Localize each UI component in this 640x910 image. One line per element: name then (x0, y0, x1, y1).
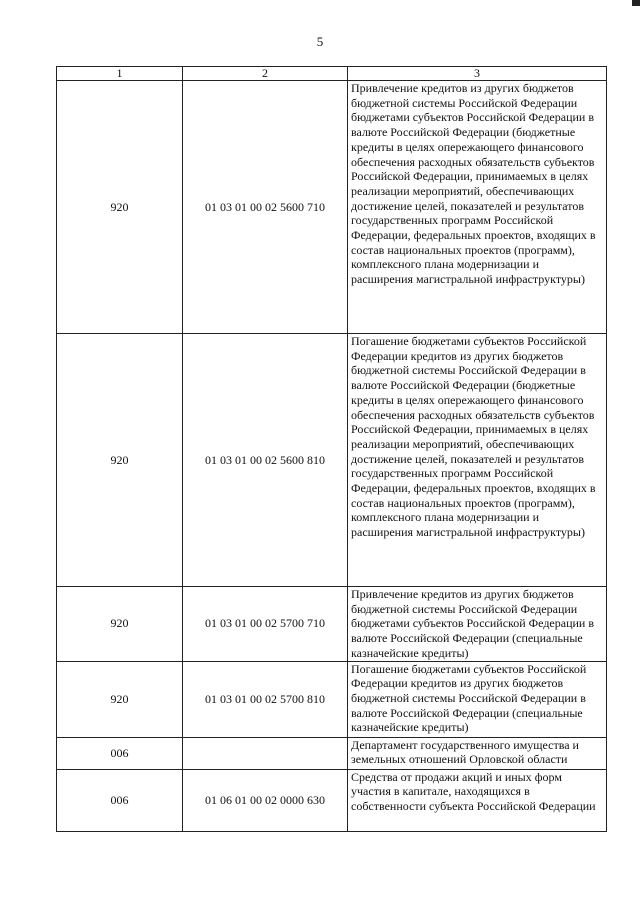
column-header-2: 2 (183, 67, 348, 81)
description-cell: Привлечение кредитов из других бюджетов бюджетной системы Российской Федерации бюджетами субъектов Российской Федерации в валюте Российской Федерации (специальные казначейские кредиты) (348, 587, 607, 662)
admin-code-cell: 006 (57, 737, 183, 769)
budget-codes-table (56, 66, 607, 832)
scan-corner-mark (632, 0, 640, 6)
kbk-code-cell: 01 03 01 00 02 5700 710 (183, 587, 348, 662)
column-header-1: 1 (57, 67, 183, 81)
page-number: 5 (316, 34, 324, 49)
admin-code-cell: 920 (57, 587, 183, 662)
description-cell: Департамент государственного имущества и земельных отношений Орловской области (348, 737, 607, 769)
table-row (57, 737, 607, 769)
admin-code-cell: 920 (57, 81, 183, 334)
admin-code-cell: 006 (57, 769, 183, 831)
description-cell: Средства от продажи акций и иных форм участия в капитале, находящихся в собственности субъекта Российской Федерации (348, 769, 607, 831)
description-cell: Погашение бюджетами субъектов Российской Федерации кредитов из других бюджетов бюджетной системы Российской Федерации в валюте Российской Федерации (бюджетные кредиты в целях опережающего финансового обеспечения расходных обязательств субъектов Российской Федерации, принимаемых в целях реализации мероприятий, обеспечивающих достижение целей, показателей и результатов государственных программ Российской Федерации, федеральных проектов, входящих в состав национальных проектов (программ), комплексного плана модернизации и расширения магистральной инфраструктуры) (348, 334, 607, 587)
kbk-code-cell: 01 06 01 00 02 0000 630 (183, 769, 348, 831)
table-row (57, 769, 607, 831)
kbk-code-cell: 01 03 01 00 02 5600 710 (183, 81, 348, 334)
table-header-row (57, 67, 607, 81)
column-header-3: 3 (348, 67, 607, 81)
table-row (57, 661, 607, 737)
description-cell: Погашение бюджетами субъектов Российской Федерации кредитов из других бюджетов бюджетной системы Российской Федерации в валюте Российской Федерации (специальные казначейские кредиты) (348, 661, 607, 737)
kbk-code-cell: 01 03 01 00 02 5600 810 (183, 334, 348, 587)
admin-code-cell: 920 (57, 661, 183, 737)
table-row (57, 81, 607, 334)
description-cell: Привлечение кредитов из других бюджетов бюджетной системы Российской Федерации бюджетами субъектов Российской Федерации в валюте Российской Федерации (бюджетные кредиты в целях опережающего финансового обеспечения расходных обязательств субъектов Российской Федерации, принимаемых в целях реализации мероприятий, обеспечивающих достижение целей, показателей и результатов государственных программ Российской Федерации, федеральных проектов, входящих в состав национальных проектов (программ), комплексного плана модернизации и расширения магистральной инфраструктуры) (348, 81, 607, 334)
table-row (57, 587, 607, 662)
admin-code-cell: 920 (57, 334, 183, 587)
kbk-code-cell: 01 03 01 00 02 5700 810 (183, 661, 348, 737)
table-row (57, 334, 607, 587)
kbk-code-cell (183, 737, 348, 769)
